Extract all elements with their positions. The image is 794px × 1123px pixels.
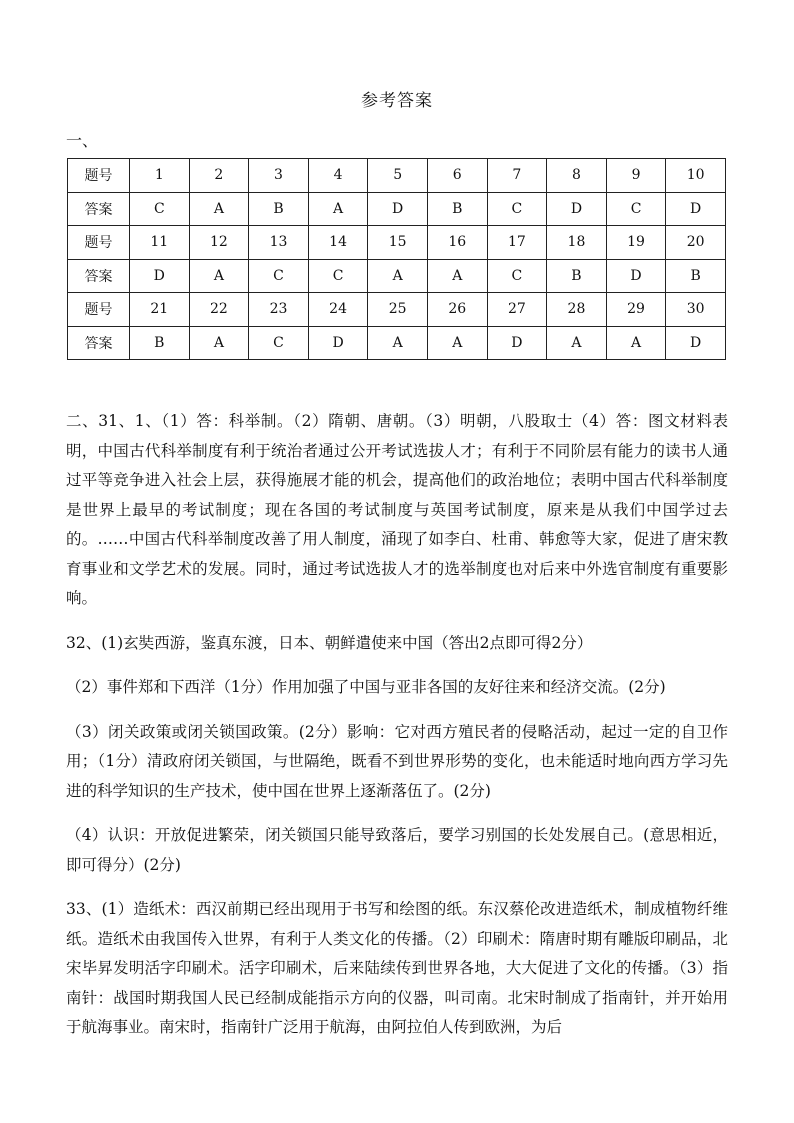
table-cell: A [547,326,607,360]
table-cell: 8 [547,159,607,193]
table-cell: 20 [666,226,726,260]
table-row-header: 题号 [68,293,130,327]
paragraph-q32-2: （2）事件郑和下西洋（1分）作用加强了中国与亚非各国的友好往来和经济交流。(2分) [66,678,666,696]
table-cell: 18 [547,226,607,260]
answer-table [67,158,726,360]
table-row [68,159,726,193]
table-cell: C [249,326,309,360]
table-row [68,259,726,293]
answer-text-body [66,407,728,1043]
table-row [68,226,726,260]
table-cell: A [189,259,249,293]
table-cell: 11 [130,226,190,260]
table-cell: 29 [606,293,666,327]
table-cell: 1 [130,159,190,193]
paragraph-q32-3: （3）闭关政策或闭关锁国政策。(2分）影响：它对西方殖民者的侵略活动，起过一定的自卫作用；（1分）清政府闭关锁国，与世隔绝，既看不到世界形势的变化，也未能适时地向西方学习先进的科学知识的生产技术，使中国在世界上逐渐落伍了。(2分) [66,722,728,800]
table-row-header: 答案 [68,192,130,226]
table-cell: C [606,192,666,226]
table-cell: D [487,326,547,360]
table-row [68,326,726,360]
table-row-header: 题号 [68,159,130,193]
table-cell: B [427,192,487,226]
table-row [68,293,726,327]
table-row-header: 答案 [68,326,130,360]
table-cell: 12 [189,226,249,260]
table-cell: 7 [487,159,547,193]
table-cell: 9 [606,159,666,193]
table-cell: D [666,326,726,360]
table-cell: D [547,192,607,226]
table-cell: B [130,326,190,360]
table-cell: 22 [189,293,249,327]
table-cell: 13 [249,226,309,260]
table-row [68,192,726,226]
table-cell: C [308,259,368,293]
table-cell: A [189,326,249,360]
table-cell: 21 [130,293,190,327]
table-cell: 10 [666,159,726,193]
table-cell: 30 [666,293,726,327]
table-cell: B [666,259,726,293]
table-cell: A [427,326,487,360]
paragraph-q32-4: （4）认识：开放促进繁荣，闭关锁国只能导致落后，要学习别国的长处发展自己。(意思相近，即可得分）(2分) [66,826,728,874]
table-cell: C [249,259,309,293]
table-cell: D [368,192,428,226]
table-cell: C [487,259,547,293]
table-cell: 16 [427,226,487,260]
section-one-label: 一、 [66,131,99,150]
table-cell: C [130,192,190,226]
table-cell: 3 [249,159,309,193]
table-cell: A [189,192,249,226]
table-cell: 26 [427,293,487,327]
table-row-header: 答案 [68,259,130,293]
table-cell: 17 [487,226,547,260]
table-cell: D [308,326,368,360]
table-row-header: 题号 [68,226,130,260]
table-cell: B [547,259,607,293]
table-cell: 24 [308,293,368,327]
table-cell: 5 [368,159,428,193]
table-cell: A [308,192,368,226]
table-cell: 25 [368,293,428,327]
table-cell: 15 [368,226,428,260]
table-cell: 19 [606,226,666,260]
table-cell: A [606,326,666,360]
page-title: 参考答案 [361,91,433,111]
table-cell: 27 [487,293,547,327]
table-cell: 23 [249,293,309,327]
paragraph-q32-1: 32、(1)玄奘西游，鉴真东渡，日本、朝鲜遣使来中国（答出2点即可得2分） [66,633,593,652]
paragraph-q33: 33、(1）造纸术：西汉前期已经出现用于书写和绘图的纸。东汉蔡伦改进造纸术，制成植物纤维纸。造纸术由我国传入世界，有利于人类文化的传播。（2）印刷术：隋唐时期有雕版印刷品，北宋毕昇发明活字印刷术。活字印刷术，后来陆续传到世界各地，大大促进了文化的传播。（3）指南针：战国时期我国人民已经制成能指示方向的仪器，叫司南。北宋时制成了指南针，并开始用于航海事业。南宋时，指南针广泛用于航海，由阿拉伯人传到欧洲，为后 [66,900,728,1036]
table-cell: 4 [308,159,368,193]
table-cell: B [249,192,309,226]
table-cell: D [606,259,666,293]
paragraph-q31: 二、31、1、（1）答：科举制。（2）隋朝、唐朝。（3）明朝，八股取士（4）答：图文材料表明，中国古代科举制度有利于统治者通过公开考试选拔人才；有利于不同阶层有能力的读书人通过平等竞争进入社会上层，获得施展才能的机会，提高他们的政治地位；表明中国古代科举制度是世界上最早的考试制度；现在各国的考试制度与英国考试制度，原来是从我们中国学过去的。……中国古代科举制度改善了用人制度，涌现了如李白、杜甫、韩愈等大家，促进了唐宋教育事业和文学艺术的发展。同时，通过考试选拔人才的选举制度也对后来中外选官制度有重要影响。 [66,412,728,607]
table-cell: C [487,192,547,226]
table-cell: 28 [547,293,607,327]
table-cell: 14 [308,226,368,260]
table-cell: D [130,259,190,293]
table-cell: 2 [189,159,249,193]
table-cell: D [666,192,726,226]
table-cell: A [368,326,428,360]
table-cell: 6 [427,159,487,193]
table-cell: A [427,259,487,293]
table-cell: A [368,259,428,293]
